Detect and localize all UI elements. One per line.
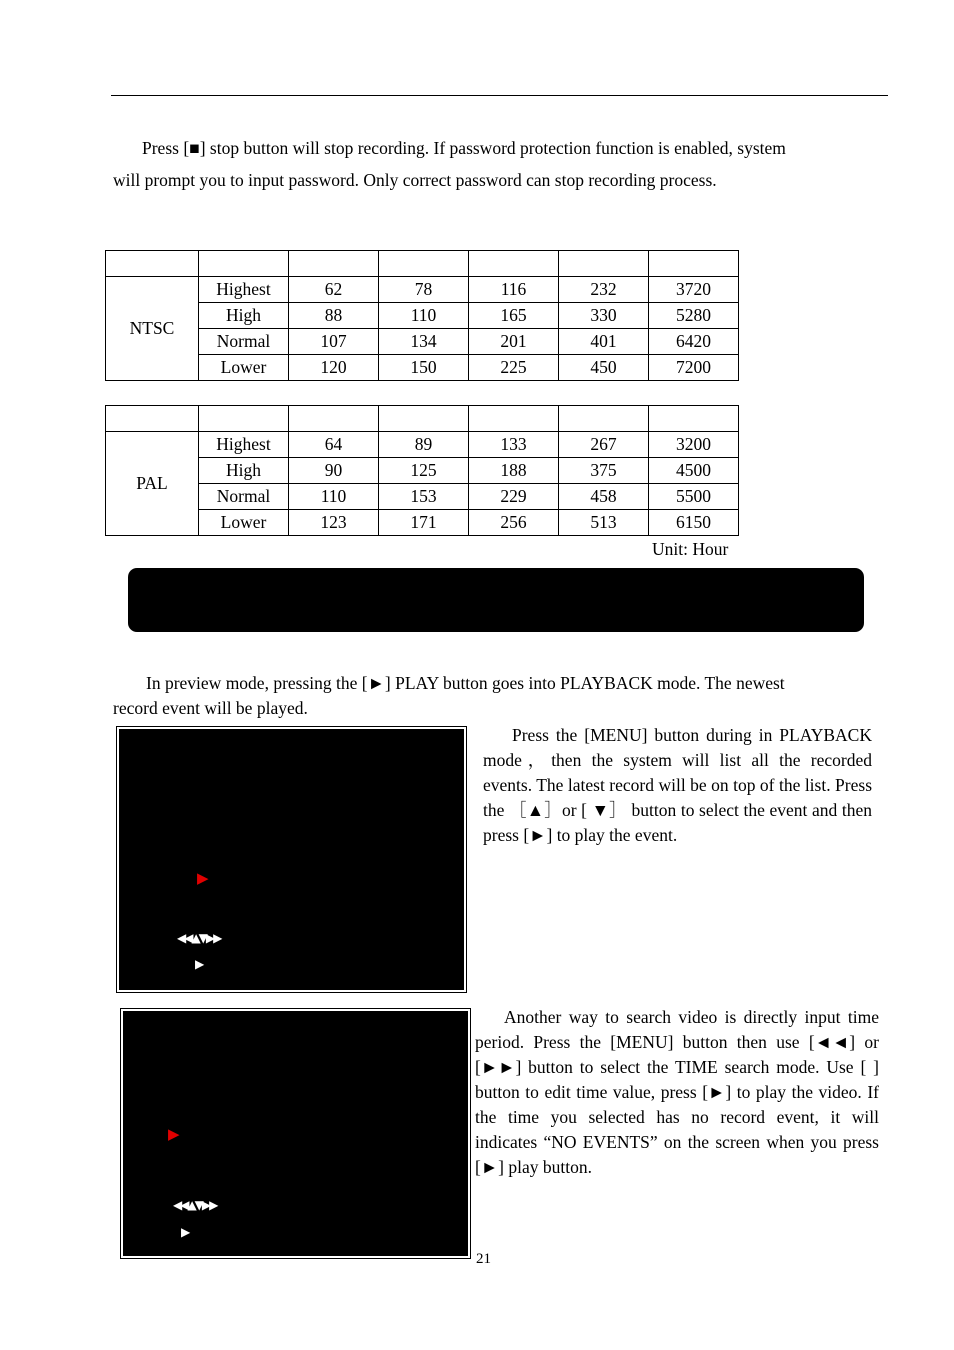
value-cell: 3720 (649, 277, 739, 303)
navigation-arrows-icon: ◀◀▲▼▶▶ (173, 1198, 217, 1212)
pal-recording-time-table (105, 405, 739, 536)
quality-cell: High (199, 458, 289, 484)
section-banner (128, 568, 864, 632)
table-row (106, 303, 739, 329)
value-cell: 88 (289, 303, 379, 329)
value-cell: 134 (379, 329, 469, 355)
value-cell: 401 (559, 329, 649, 355)
value-cell: 110 (289, 484, 379, 510)
playback-intro-line-1: In preview mode, pressing the [►] PLAY button goes into PLAYBACK mode. The newest (146, 673, 785, 693)
quality-cell: Lower (199, 510, 289, 536)
ntsc-recording-time-table (105, 250, 739, 381)
value-cell: 150 (379, 355, 469, 381)
value-cell: 232 (559, 277, 649, 303)
value-cell: 133 (469, 432, 559, 458)
header-rule (111, 95, 888, 96)
value-cell: 110 (379, 303, 469, 329)
value-cell: 7200 (649, 355, 739, 381)
playback-intro-line-2: record event will be played. (113, 698, 308, 718)
page-number: 21 (476, 1251, 491, 1267)
menu-description: Press the [MENU] button during in PLAYBACK mode，then the system will list all the recorded events. The latest record will be on top of the list. Press the ［▲］or [ ▼］ button to select the event and then press [►] to play the event. (483, 725, 872, 845)
selection-cursor-icon: ▶ (197, 869, 209, 887)
value-cell: 6150 (649, 510, 739, 536)
value-cell: 450 (559, 355, 649, 381)
navigation-arrows-icon: ◀◀▲▼▶▶ (177, 931, 221, 945)
value-cell: 375 (559, 458, 649, 484)
value-cell: 123 (289, 510, 379, 536)
value-cell: 171 (379, 510, 469, 536)
quality-cell: High (199, 303, 289, 329)
value-cell: 256 (469, 510, 559, 536)
value-cell: 229 (469, 484, 559, 510)
table-row (106, 432, 739, 458)
value-cell: 120 (289, 355, 379, 381)
system-cell: NTSC (106, 277, 199, 381)
unit-label: Unit: Hour (652, 539, 729, 559)
intro-line-1: Press [■] stop button will stop recording. If password protection function is enabled, system (142, 138, 786, 158)
value-cell: 62 (289, 277, 379, 303)
value-cell: 4500 (649, 458, 739, 484)
value-cell: 6420 (649, 329, 739, 355)
table-header-row (106, 251, 739, 277)
value-cell: 3200 (649, 432, 739, 458)
value-cell: 90 (289, 458, 379, 484)
value-cell: 116 (469, 277, 559, 303)
table-row (106, 329, 739, 355)
time-search-description: Another way to search video is directly input time period. Press the [MENU] button then use [◄◄] or [►►] button to select the TIME search mode. Use [ ] button to edit time value, press [►] to play the video. If the time you selected has no record event, it will indicates “NO EVENTS” on the screen when you press [►] play button. (475, 1007, 879, 1177)
play-icon: ▶ (195, 957, 205, 971)
table-row (106, 277, 739, 303)
value-cell: 267 (559, 432, 649, 458)
system-cell: PAL (106, 432, 199, 536)
quality-cell: Highest (199, 432, 289, 458)
table-row (106, 510, 739, 536)
quality-cell: Normal (199, 329, 289, 355)
quality-cell: Highest (199, 277, 289, 303)
value-cell: 513 (559, 510, 649, 536)
quality-cell: Normal (199, 484, 289, 510)
playback-menu-screen (119, 729, 464, 990)
selection-cursor-icon: ▶ (168, 1125, 180, 1143)
value-cell: 107 (289, 329, 379, 355)
play-icon: ▶ (181, 1225, 191, 1239)
quality-cell: Lower (199, 355, 289, 381)
value-cell: 458 (559, 484, 649, 510)
intro-line-2: will prompt you to input password. Only correct password can stop recording process. (113, 170, 717, 190)
value-cell: 225 (469, 355, 559, 381)
value-cell: 64 (289, 432, 379, 458)
value-cell: 5500 (649, 484, 739, 510)
value-cell: 89 (379, 432, 469, 458)
value-cell: 5280 (649, 303, 739, 329)
value-cell: 125 (379, 458, 469, 484)
value-cell: 165 (469, 303, 559, 329)
time-search-screen (123, 1011, 468, 1256)
value-cell: 153 (379, 484, 469, 510)
table-header-row (106, 406, 739, 432)
value-cell: 201 (469, 329, 559, 355)
table-row (106, 458, 739, 484)
table-row (106, 484, 739, 510)
value-cell: 78 (379, 277, 469, 303)
value-cell: 188 (469, 458, 559, 484)
table-row (106, 355, 739, 381)
value-cell: 330 (559, 303, 649, 329)
